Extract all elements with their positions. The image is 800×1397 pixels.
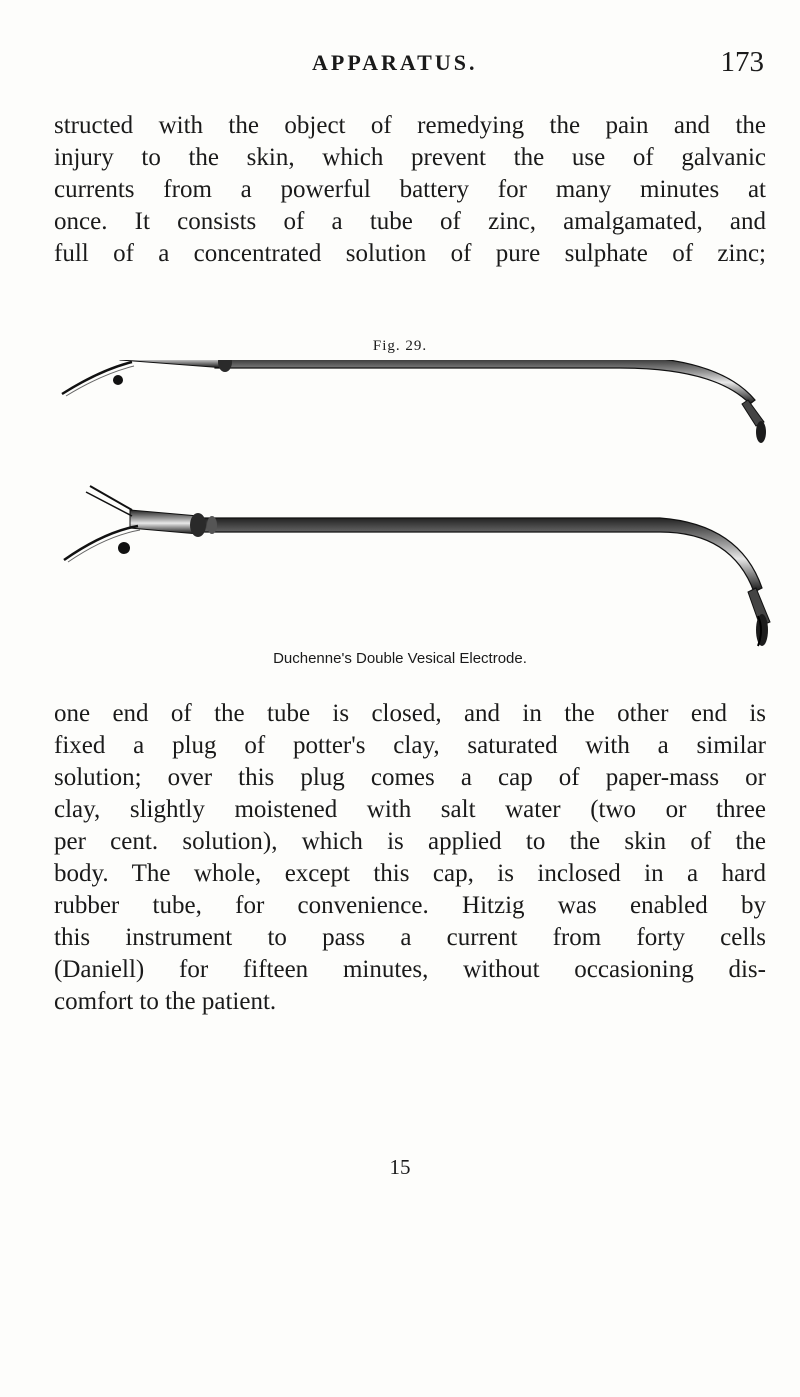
text-line: per cent. solution), which is applied to the skin of the [54, 828, 766, 855]
electrode-illustration [20, 360, 790, 650]
paragraph-1 [54, 110, 766, 270]
text-line: full of a concentrated solution of pure sulphate of zinc; [54, 240, 766, 267]
text-line: body. The whole, except this cap, is inclosed in a hard [54, 860, 766, 887]
text-line: rubber tube, for convenience. Hitzig was enabled by [54, 892, 766, 919]
paragraph-2 [54, 698, 766, 1018]
text-line: (Daniell) for fifteen minutes, without occasioning dis- [54, 956, 766, 983]
text-line: this instrument to pass a current from forty cells [54, 924, 766, 951]
text-line: structed with the object of remedying the pain and the [54, 112, 766, 139]
text-line: one end of the tube is closed, and in the other end is [54, 700, 766, 727]
text-line: comfort to the patient. [54, 988, 277, 1015]
text-line: solution; over this plug comes a cap of paper-mass or [54, 764, 766, 791]
page-number: 173 [720, 46, 764, 78]
signature-mark: 15 [389, 1155, 411, 1179]
text-line: injury to the skin, which prevent the use of galvanic [54, 144, 766, 171]
text-line: fixed a plug of potter's clay, saturated with a similar [54, 732, 766, 759]
figure-caption: Duchenne's Double Vesical Electrode. [273, 650, 527, 667]
text-line: once. It consists of a tube of zinc, amalgamated, and [54, 208, 766, 235]
figure-label: Fig. 29. [372, 338, 428, 354]
running-head: APPARATUS. [312, 50, 478, 75]
text-line: clay, slightly moistened with salt water (two or three [54, 796, 766, 823]
lower-electrode [64, 486, 770, 646]
text-line: currents from a powerful battery for many minutes at [54, 176, 766, 203]
upper-electrode [62, 360, 766, 443]
